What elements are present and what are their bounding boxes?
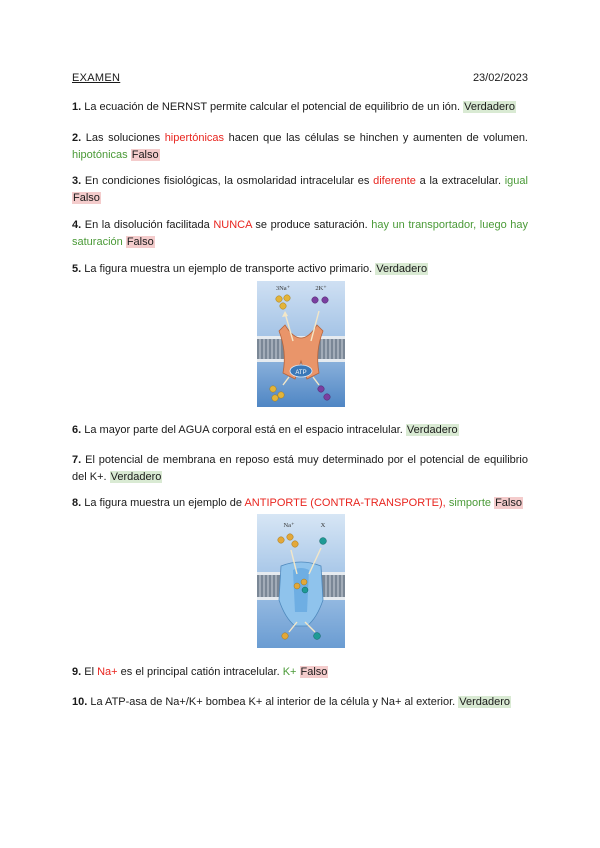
question-4 bbox=[72, 217, 528, 251]
highlighted-term: ANTIPORTE (CONTRA-TRANSPORTE), bbox=[244, 497, 446, 509]
question-number: 9. bbox=[72, 666, 82, 678]
answer-falso: Falso bbox=[300, 666, 328, 678]
question-3 bbox=[72, 173, 528, 207]
answer-verdadero: Verdadero bbox=[406, 424, 458, 436]
question-2 bbox=[72, 130, 528, 164]
question-number: 6. bbox=[72, 424, 82, 436]
exam-date: 23/02/2023 bbox=[472, 72, 528, 84]
question-text: En condiciones fisiológicas, la osmolaridad intracelular es bbox=[84, 175, 370, 187]
question-text: La figura muestra un ejemplo de bbox=[84, 497, 243, 509]
figure-sodium-potassium-pump bbox=[257, 281, 345, 407]
question-text: En la disolución facilitada bbox=[84, 219, 210, 231]
correction-text: K+ bbox=[282, 666, 297, 678]
question-text-2: se produce saturación. bbox=[255, 219, 368, 231]
question-8 bbox=[72, 495, 528, 512]
correction-text: igual bbox=[504, 175, 528, 187]
highlighted-term: NUNCA bbox=[213, 219, 252, 231]
question-9 bbox=[72, 664, 528, 681]
question-number: 5. bbox=[72, 263, 82, 275]
question-text: El potencial de membrana en reposo está muy determinado por el potencial de equilibrio del K+. bbox=[72, 454, 528, 483]
answer-verdadero: Verdadero bbox=[459, 696, 511, 708]
exam-title: EXAMEN bbox=[72, 72, 121, 84]
question-text-2: es el principal catión intracelular. bbox=[120, 666, 280, 678]
answer-verdadero: Verdadero bbox=[376, 263, 428, 275]
question-text: La figura muestra un ejemplo de transporte activo primario. bbox=[84, 263, 373, 275]
answer-verdadero: Verdadero bbox=[110, 471, 162, 483]
sodium-label: Na⁺ bbox=[283, 522, 295, 529]
question-number: 4. bbox=[72, 219, 82, 231]
question-5 bbox=[72, 261, 528, 278]
answer-falso: Falso bbox=[126, 236, 154, 248]
question-6 bbox=[72, 422, 528, 439]
potassium-label: 2K⁺ bbox=[315, 285, 327, 292]
correction-text: hipotónicas bbox=[72, 149, 128, 161]
question-text: Las soluciones bbox=[85, 132, 161, 144]
question-text: La ecuación de NERNST permite calcular el potencial de equilibrio de un ión. bbox=[84, 101, 461, 113]
question-text-2: a la extracelular. bbox=[419, 175, 502, 187]
question-number: 3. bbox=[72, 175, 82, 187]
figure-symport bbox=[257, 514, 345, 648]
solute-x-label: X bbox=[320, 522, 326, 529]
highlighted-term: Na+ bbox=[97, 666, 118, 678]
question-number: 2. bbox=[72, 132, 82, 144]
answer-verdadero: Verdadero bbox=[464, 101, 515, 113]
question-1 bbox=[72, 99, 528, 116]
question-number: 10. bbox=[72, 696, 88, 708]
question-text: La mayor parte del AGUA corporal está en el espacio intracelular. bbox=[84, 424, 403, 436]
atp-label: ATP bbox=[295, 370, 307, 376]
question-text: La ATP-asa de Na+/K+ bombea K+ al interior de la célula y Na+ al exterior. bbox=[90, 696, 456, 708]
question-number: 8. bbox=[72, 497, 82, 509]
correction-text: simporte bbox=[448, 497, 491, 509]
answer-falso: Falso bbox=[131, 149, 159, 161]
question-number: 1. bbox=[72, 101, 82, 113]
question-7 bbox=[72, 452, 528, 486]
document-header bbox=[72, 72, 528, 84]
sodium-label: 3Na⁺ bbox=[275, 285, 291, 292]
correction-text: hay un transportador, luego hay saturación bbox=[72, 219, 528, 248]
question-number: 7. bbox=[72, 454, 82, 466]
question-text-2: hacen que las células se hinchen y aumenten de volumen. bbox=[228, 132, 528, 144]
question-text: El bbox=[84, 666, 95, 678]
question-10 bbox=[72, 694, 528, 711]
highlighted-term: hipertónicas bbox=[164, 132, 225, 144]
highlighted-term: diferente bbox=[373, 175, 416, 187]
answer-falso: Falso bbox=[495, 497, 522, 509]
answer-falso: Falso bbox=[73, 192, 100, 204]
